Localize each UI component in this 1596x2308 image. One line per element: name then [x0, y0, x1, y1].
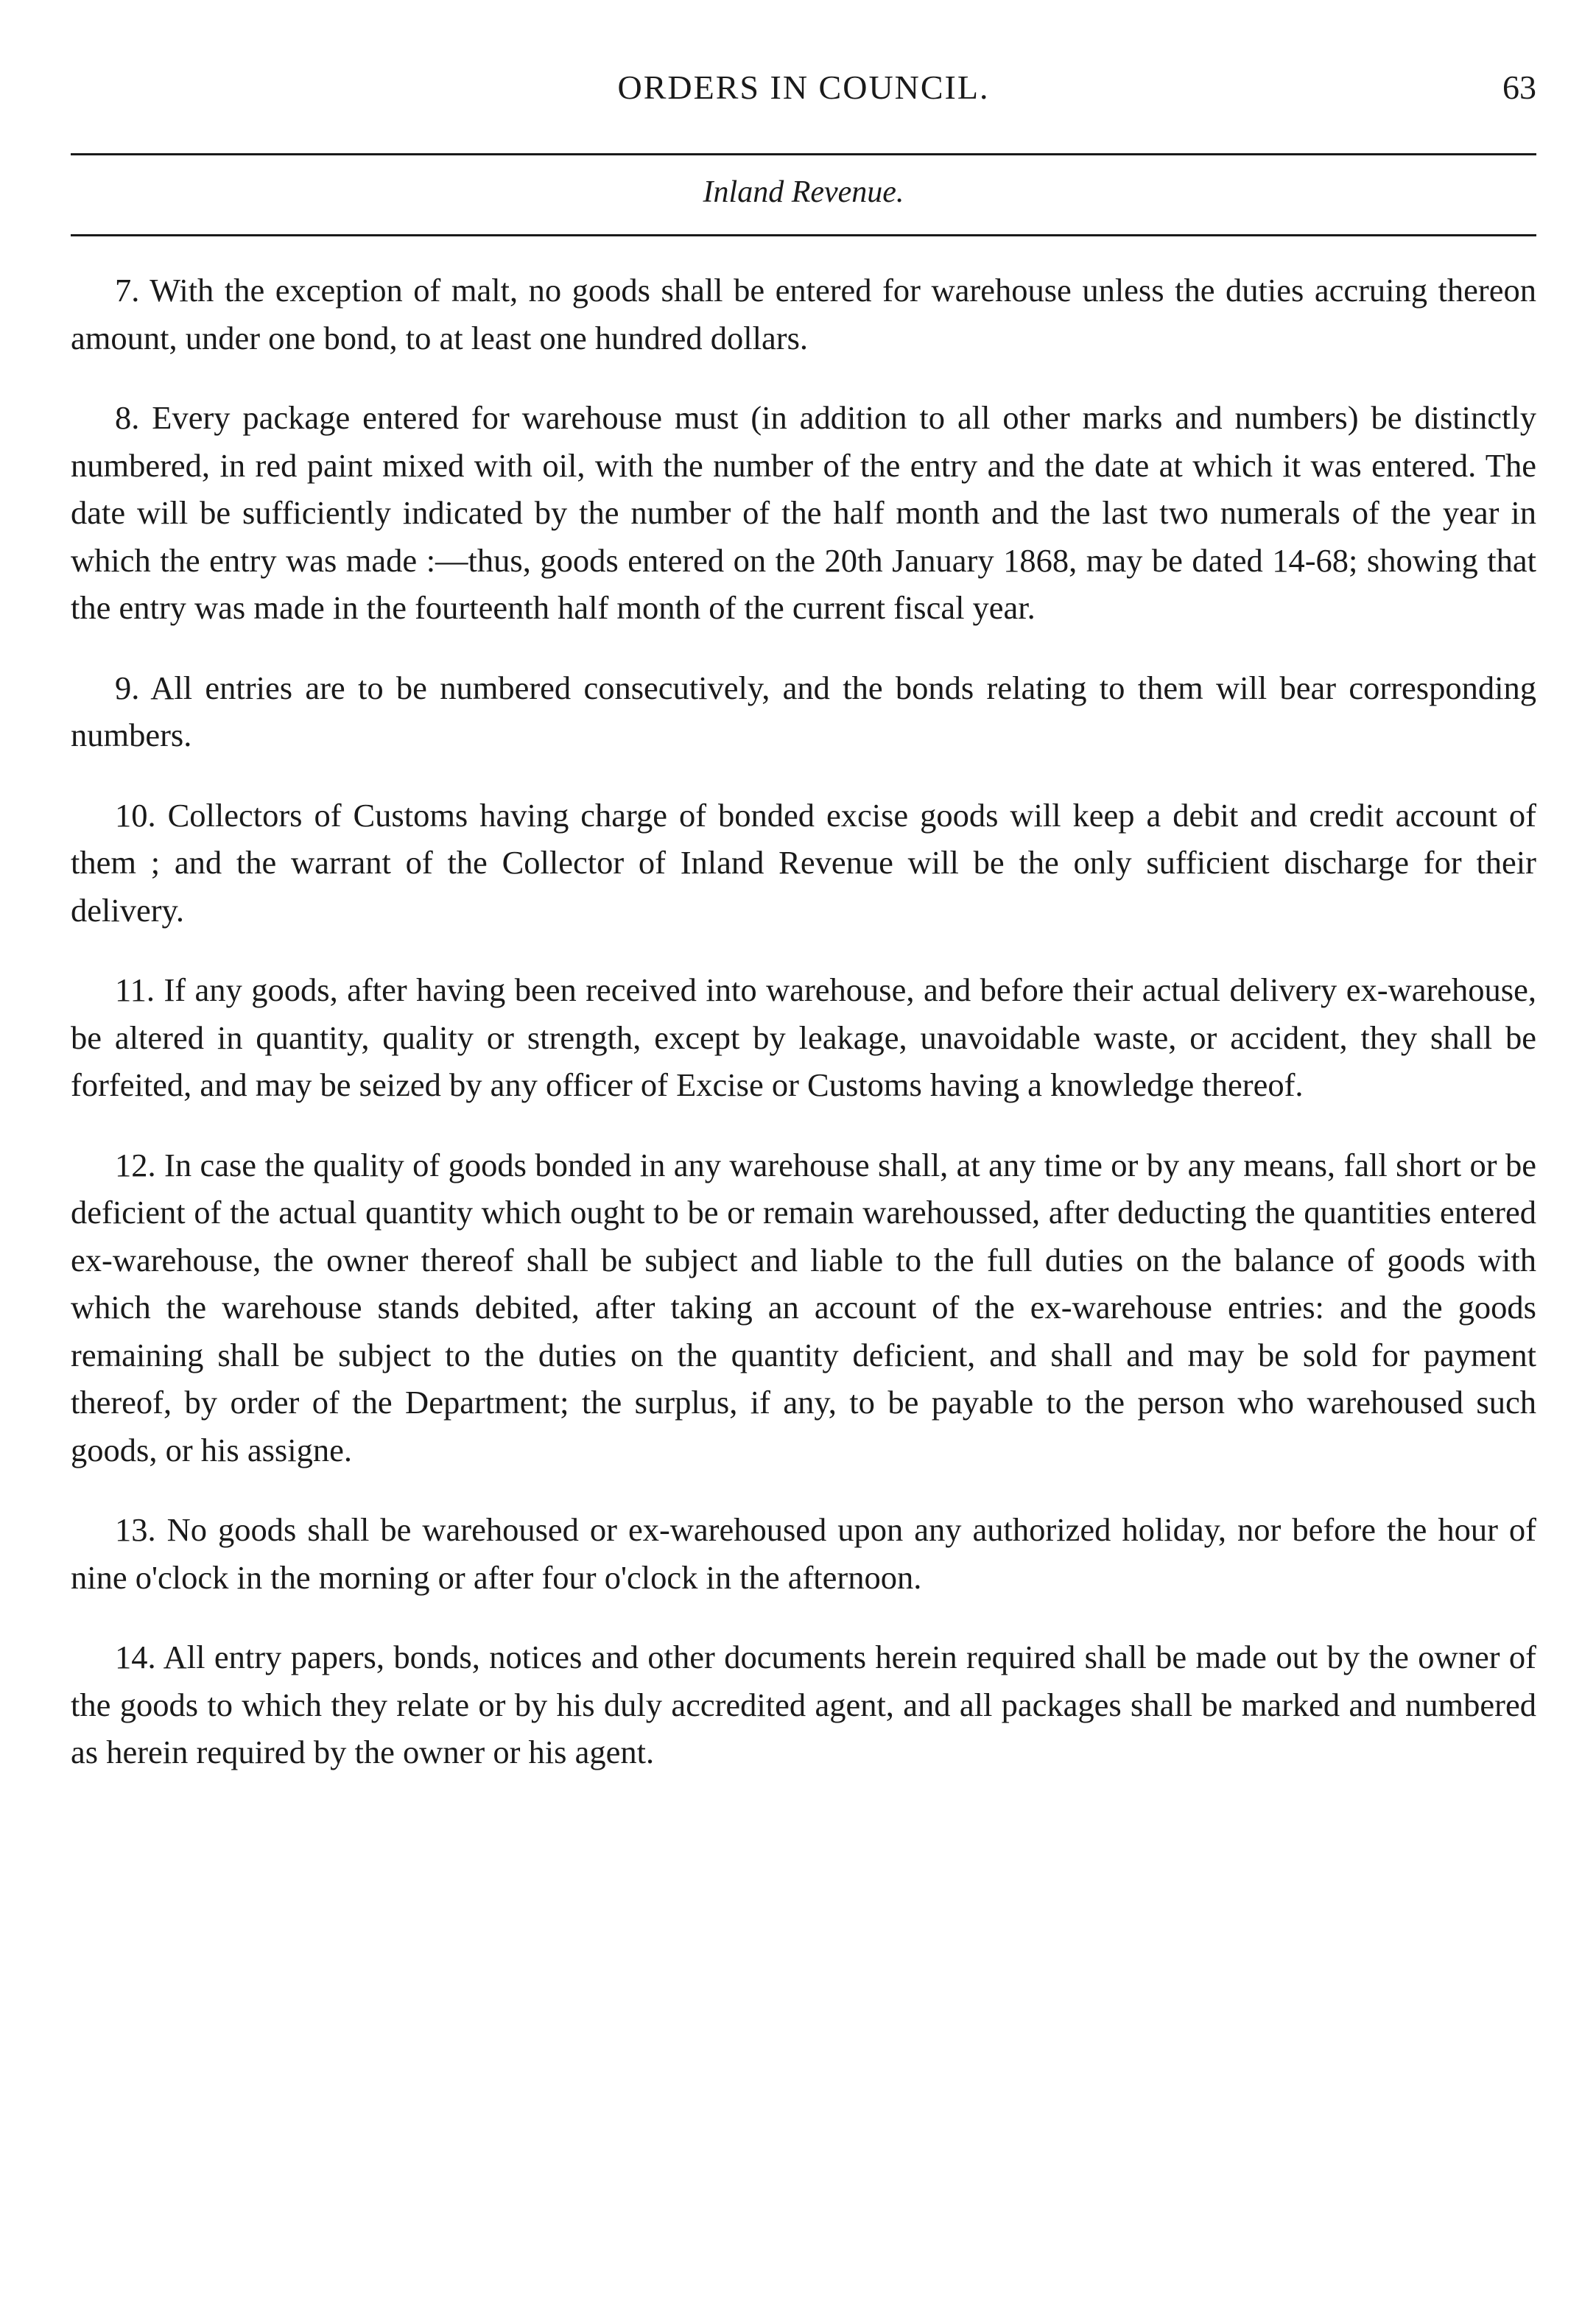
document-page	[71, 0, 1536, 2308]
paragraph-14: 14. All entry papers, bonds, notices and other documents herein required shall be made out by the owner of the goods to which they relate or by his duly accredited agent, and all packages shall be marked and numbered as herein required by the owner or his agent.	[71, 1639, 1536, 1770]
paragraph-9: 9. All entries are to be numbered consecutively, and the bonds relating to them will bear corresponding numbers.	[71, 669, 1536, 753]
body-text	[71, 267, 1536, 1809]
running-title: ORDERS IN COUNCIL.	[617, 68, 990, 106]
paragraph-8: 8. Every package entered for warehouse must (in addition to all other marks and numbers) be distinctly numbered, in red paint mixed with oil, with the number of the entry and the date at which it was entered. The date will be sufficiently indicated by the number of the half month and the last two numerals of the year in which the entry was made :—thus, goods entered on the 20th January 1868, may be dated 14-68; showing that the entry was made in the fourteenth half month of the current fiscal year.	[71, 399, 1536, 626]
paragraph-12: 12. In case the quality of goods bonded in any warehouse shall, at any time or by any means, fall short or be deficient of the actual quantity which ought to be or remain warehoussed, after deducting the quantities entered ex-warehouse, the owner thereof shall be subject and liable to the full duties on the balance of goods with which the warehouse stands debited, after taking an account of the ex-warehouse entries: and the goods remaining shall be subject to the duties on the quantity deficient, and shall and may be sold for payment thereof, by order of the Department; the surplus, if any, to be payable to the person who warehoused such goods, or his assigne.	[71, 1146, 1536, 1468]
page-header	[71, 62, 1536, 113]
page-number: 63	[1502, 68, 1536, 106]
section-title: Inland Revenue.	[703, 175, 904, 209]
paragraph-10: 10. Collectors of Customs having charge of bonded excise goods will keep a debit and credit account of them ; and the warrant of the Collector of Inland Revenue will be the only sufficient discharge for their delivery.	[71, 796, 1536, 929]
header-rule-bottom	[71, 234, 1536, 236]
paragraph-13: 13. No goods shall be warehoused or ex-warehoused upon any authorized holiday, nor before the hour of nine o'clock in the morning or after four o'clock in the afternoon.	[71, 1511, 1536, 1596]
paragraph-11: 11. If any goods, after having been received into warehouse, and before their actual delivery ex-warehouse, be altered in quantity, quality or strength, except by leakage, unavoidable waste, or accident, they shall be forfeited, and may be seized by any officer of Excise or Customs having a knowledge thereof.	[71, 971, 1536, 1103]
header-rule-top	[71, 153, 1536, 155]
paragraph-7: 7. With the exception of malt, no goods shall be entered for warehouse unless the duties accruing thereon amount, under one bond, to at least one hundred dollars.	[71, 272, 1536, 356]
